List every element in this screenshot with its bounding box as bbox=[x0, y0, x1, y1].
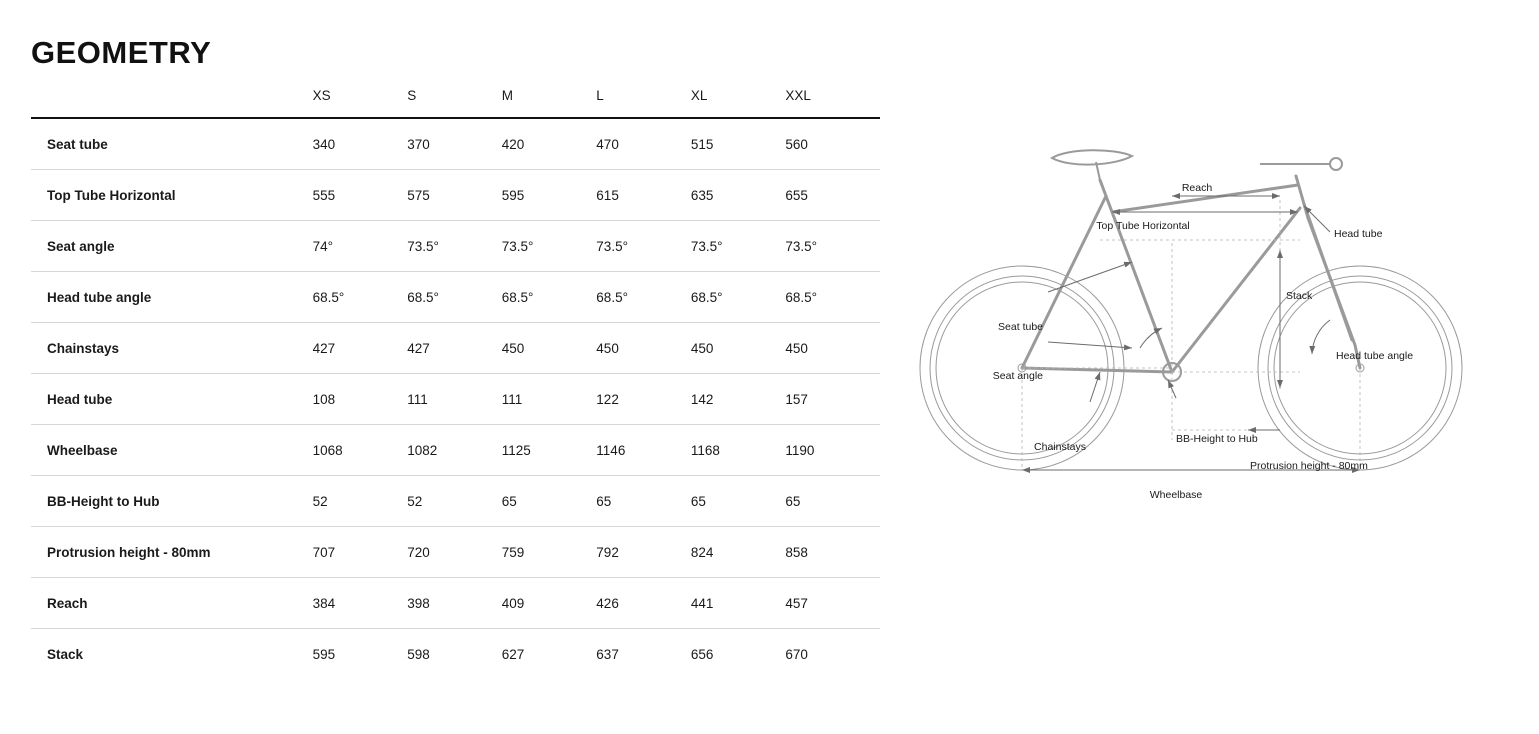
table-header bbox=[31, 88, 880, 118]
cell-l: 65 bbox=[596, 476, 691, 527]
top-tube-horizontal-label: Top Tube Horizontal bbox=[1096, 220, 1190, 232]
table-row bbox=[31, 221, 880, 272]
chainstays-leader bbox=[1090, 372, 1100, 402]
table-row bbox=[31, 374, 880, 425]
row-label: Seat tube bbox=[31, 118, 313, 170]
page-title: GEOMETRY bbox=[31, 35, 212, 70]
cell-m: 111 bbox=[502, 374, 597, 425]
cell-xxl: 68.5° bbox=[785, 272, 880, 323]
cell-s: 52 bbox=[407, 476, 502, 527]
row-label: Head tube angle bbox=[31, 272, 313, 323]
cell-l: 68.5° bbox=[596, 272, 691, 323]
cell-xl: 450 bbox=[691, 323, 786, 374]
cell-xxl: 65 bbox=[785, 476, 880, 527]
stack-label: Stack bbox=[1286, 290, 1313, 302]
cell-m: 627 bbox=[501, 647, 525, 662]
cell-l: 73.5° bbox=[596, 221, 691, 272]
table-row bbox=[31, 629, 880, 680]
cell-xs: 74° bbox=[313, 221, 408, 272]
cell-xxl: 157 bbox=[785, 374, 880, 425]
row-label: Reach bbox=[31, 578, 313, 629]
cell-xxl: 560 bbox=[785, 118, 880, 170]
handlebar-icon bbox=[1260, 158, 1342, 170]
cell-s: 720 bbox=[407, 527, 502, 578]
cell-s: 68.5° bbox=[407, 272, 502, 323]
cell-m: 1125 bbox=[502, 425, 597, 476]
cell-xs: 68.5° bbox=[313, 272, 408, 323]
seat-tube-leader bbox=[1048, 262, 1132, 292]
cell-xl: 68.5° bbox=[691, 272, 786, 323]
cell-xxl: 457 bbox=[785, 578, 880, 629]
table-row bbox=[31, 170, 880, 221]
seatpost-and-saddle-icon bbox=[1052, 150, 1132, 180]
column-header-xs: XS bbox=[312, 88, 331, 103]
cell-l: 615 bbox=[596, 170, 691, 221]
cell-m: 595 bbox=[502, 170, 597, 221]
table-row bbox=[31, 476, 880, 527]
row-label: Chainstays bbox=[31, 323, 313, 374]
cell-xl: 515 bbox=[691, 118, 786, 170]
cell-l: 450 bbox=[596, 323, 691, 374]
table-header-row bbox=[31, 88, 880, 118]
cell-xs: 384 bbox=[313, 578, 408, 629]
cell-xl: 635 bbox=[691, 170, 786, 221]
cell-s: 598 bbox=[407, 647, 430, 662]
cell-xxl: 655 bbox=[785, 170, 880, 221]
column-header-xl: XL bbox=[690, 88, 708, 103]
cell-xxl: 450 bbox=[785, 323, 880, 374]
bb-height-to-hub-label: BB-Height to Hub bbox=[1176, 433, 1258, 445]
cell-xs: 1068 bbox=[313, 425, 408, 476]
cell-m: 68.5° bbox=[502, 272, 597, 323]
construction-lines bbox=[1022, 200, 1360, 470]
column-header-s: S bbox=[407, 88, 417, 103]
cell-l: 637 bbox=[596, 647, 619, 662]
cell-xxl: 670 bbox=[785, 647, 808, 662]
cell-l: 470 bbox=[596, 118, 691, 170]
seat-angle-label: Seat angle bbox=[992, 370, 1043, 382]
cell-m: 73.5° bbox=[502, 221, 597, 272]
head-tube-angle-label: Head tube angle bbox=[1336, 350, 1414, 362]
cell-xxl: 858 bbox=[785, 527, 880, 578]
cell-s: 575 bbox=[407, 170, 502, 221]
row-label: BB-Height to Hub bbox=[31, 476, 313, 527]
cell-m: 409 bbox=[502, 578, 597, 629]
bicycle-geometry-diagram bbox=[900, 140, 1520, 540]
cell-s: 1082 bbox=[407, 425, 502, 476]
bb-height-leader bbox=[1168, 380, 1176, 398]
cell-xl: 65 bbox=[691, 476, 786, 527]
cell-l: 426 bbox=[596, 578, 691, 629]
cell-xl: 142 bbox=[691, 374, 786, 425]
geometry-table-wrapper bbox=[31, 88, 880, 679]
table-row bbox=[31, 578, 880, 629]
cell-xxl: 73.5° bbox=[785, 221, 880, 272]
cell-xs: 595 bbox=[312, 647, 336, 662]
row-label: Top Tube Horizontal bbox=[31, 170, 313, 221]
frame-outline bbox=[1022, 176, 1360, 372]
cell-l: 1146 bbox=[596, 425, 691, 476]
table-body bbox=[31, 118, 880, 679]
table-row bbox=[31, 118, 880, 170]
cell-m: 420 bbox=[502, 118, 597, 170]
column-header-xxl: XXL bbox=[785, 88, 811, 103]
seat-tube-label: Seat tube bbox=[998, 321, 1043, 333]
row-label: Head tube bbox=[31, 374, 313, 425]
cell-xs: 427 bbox=[313, 323, 408, 374]
row-label: Wheelbase bbox=[31, 425, 313, 476]
cell-xl: 73.5° bbox=[691, 221, 786, 272]
table-row bbox=[31, 425, 880, 476]
cell-xl: 441 bbox=[691, 578, 786, 629]
cell-s: 111 bbox=[407, 374, 502, 425]
head-tube-label: Head tube bbox=[1334, 228, 1383, 240]
table-row bbox=[31, 323, 880, 374]
cell-m: 450 bbox=[502, 323, 597, 374]
cell-xxl: 1190 bbox=[785, 425, 880, 476]
cell-xs: 52 bbox=[313, 476, 408, 527]
cell-l: 122 bbox=[596, 374, 691, 425]
cell-l: 792 bbox=[596, 527, 691, 578]
column-header-l: L bbox=[596, 88, 604, 103]
cell-xs: 340 bbox=[313, 118, 408, 170]
cell-xs: 108 bbox=[313, 374, 408, 425]
column-header-measure bbox=[31, 88, 313, 118]
cell-xs: 707 bbox=[313, 527, 408, 578]
cell-s: 73.5° bbox=[407, 221, 502, 272]
table-row bbox=[31, 527, 880, 578]
reach-label: Reach bbox=[1181, 182, 1213, 194]
cell-s: 398 bbox=[407, 578, 502, 629]
column-header-m: M bbox=[501, 88, 513, 103]
cell-xl: 656 bbox=[690, 647, 714, 662]
seat-angle-leader bbox=[1048, 342, 1132, 348]
geometry-table bbox=[31, 88, 880, 679]
cell-m: 65 bbox=[502, 476, 597, 527]
chainstays-label: Chainstays bbox=[1034, 441, 1086, 453]
cell-s: 427 bbox=[407, 323, 502, 374]
head-tube-angle-arc bbox=[1312, 320, 1330, 354]
cell-xl: 824 bbox=[691, 527, 786, 578]
wheelbase-label: Wheelbase bbox=[1149, 489, 1203, 501]
cell-m: 759 bbox=[502, 527, 597, 578]
cell-xl: 1168 bbox=[691, 425, 786, 476]
table-row bbox=[31, 272, 880, 323]
cell-s: 370 bbox=[407, 118, 502, 170]
row-label: Protrusion height - 80mm bbox=[31, 527, 313, 578]
row-label: Stack bbox=[47, 647, 84, 662]
cell-xs: 555 bbox=[313, 170, 408, 221]
protrusion-height-label: Protrusion height - 80mm bbox=[1250, 460, 1368, 472]
row-label: Seat angle bbox=[31, 221, 313, 272]
dimension-arrows bbox=[1022, 196, 1360, 470]
